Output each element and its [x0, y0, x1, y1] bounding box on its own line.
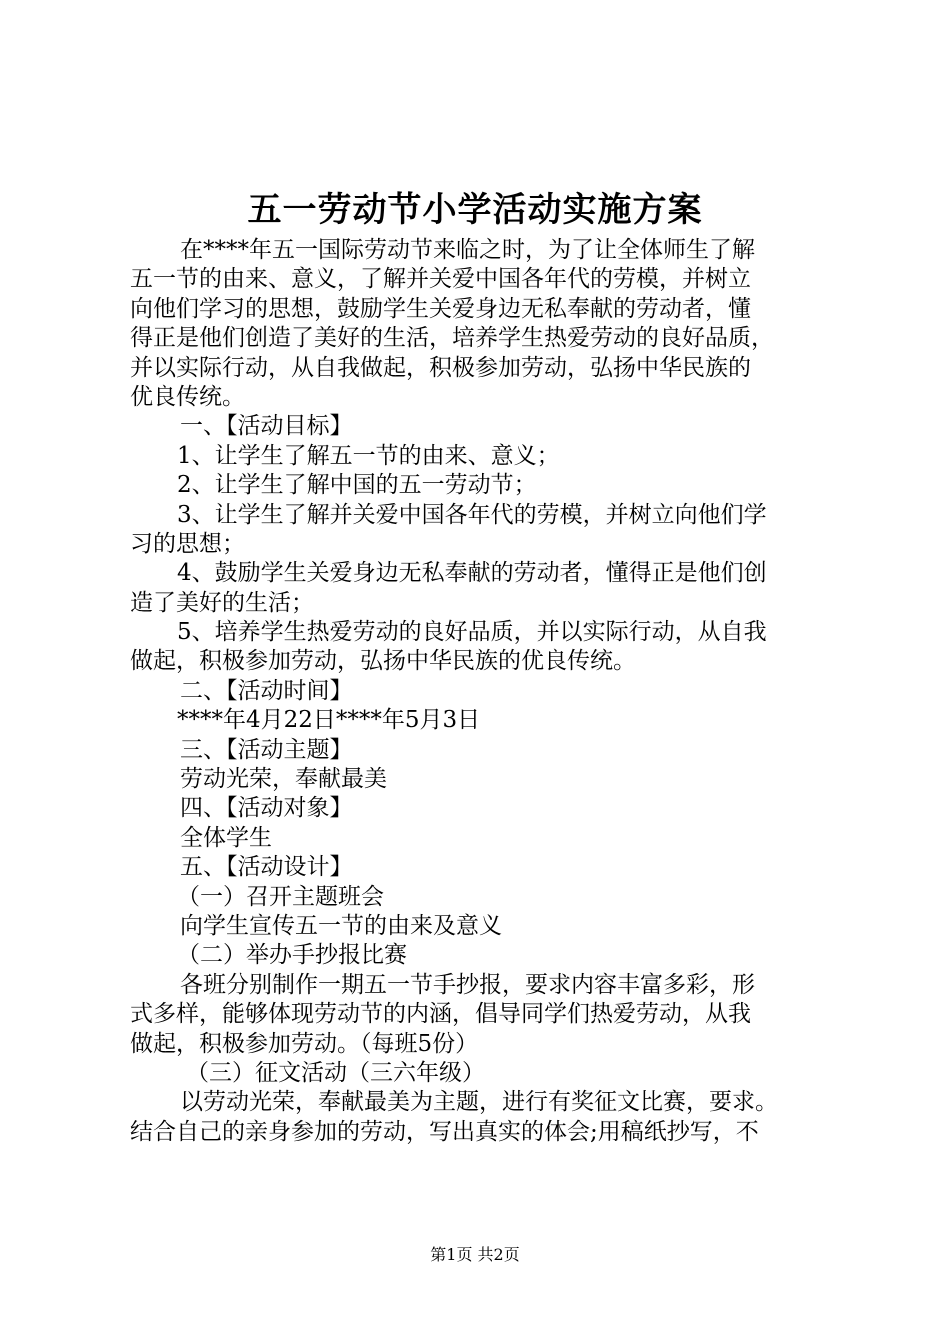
document-body	[130, 236, 836, 1147]
document-title: 五一劳动节小学活动实施方案	[247, 190, 703, 230]
subsection-heading: （一）召开主题班会	[177, 883, 384, 910]
list-item: 3、让学生了解并关爱中国各年代的劳模，并树立向他们学	[177, 501, 767, 528]
section-heading: 二、【活动时间】	[180, 677, 353, 704]
paragraph-line: 各班分别制作一期五一节手抄报，要求内容丰富多彩，形	[180, 971, 755, 998]
paragraph-line: 全体学生	[180, 824, 272, 851]
paragraph-line: 结合自己的亲身参加的劳动，写出真实的体会;用稿纸抄写，不	[130, 1118, 759, 1145]
page-number-footer: 第1页 共2页	[430, 1245, 520, 1264]
section-heading: 五、【活动设计】	[180, 854, 353, 881]
list-item: 4、鼓励学生关爱身边无私奉献的劳动者，懂得正是他们创	[177, 560, 767, 587]
paragraph-line: 以劳动光荣，奉献最美为主题，进行有奖征文比赛，要求。	[180, 1089, 778, 1116]
section-heading: 一、【活动目标】	[180, 413, 353, 440]
paragraph-line: 得正是他们创造了美好的生活，培养学生热爱劳动的良好品质，	[130, 325, 774, 352]
list-item: 1、让学生了解五一节的由来、意义；	[177, 442, 560, 469]
paragraph-line: 优良传统。	[130, 383, 245, 410]
paragraph-line: 劳动光荣，奉献最美	[180, 766, 387, 793]
subsection-heading: （二）举办手抄报比赛	[177, 942, 407, 969]
paragraph-line: 向学生宣传五一节的由来及意义	[180, 912, 502, 939]
section-heading: 三、【活动主题】	[180, 736, 353, 763]
list-item: 5、培养学生热爱劳动的良好品质，并以实际行动，从自我	[177, 619, 767, 646]
paragraph-line: 五一节的由来、意义，了解并关爱中国各年代的劳模，并树立	[130, 266, 751, 293]
paragraph-line: 并以实际行动，从自我做起，积极参加劳动，弘扬中华民族的	[130, 354, 751, 381]
list-item: 2、让学生了解中国的五一劳动节；	[177, 472, 537, 499]
subsection-heading: （三）征文活动（三六年级）	[186, 1059, 485, 1086]
section-heading: 四、【活动对象】	[180, 795, 353, 822]
list-item-continuation: 习的思想；	[130, 530, 245, 557]
paragraph-line: 在****年五一国际劳动节来临之时，为了让全体师生了解	[180, 237, 755, 263]
list-item-continuation: 造了美好的生活；	[130, 589, 314, 616]
paragraph-line: 做起，积极参加劳动。（每班5份）	[130, 1030, 479, 1057]
paragraph-line: ****年4月22日****年5月3日	[177, 707, 481, 734]
paragraph-line: 向他们学习的思想，鼓励学生关爱身边无私奉献的劳动者，懂	[130, 295, 751, 322]
list-item-continuation: 做起，积极参加劳动，弘扬中华民族的优良传统。	[130, 648, 636, 675]
paragraph-line: 式多样，能够体现劳动节的内涵，倡导同学们热爱劳动，从我	[130, 1001, 751, 1028]
